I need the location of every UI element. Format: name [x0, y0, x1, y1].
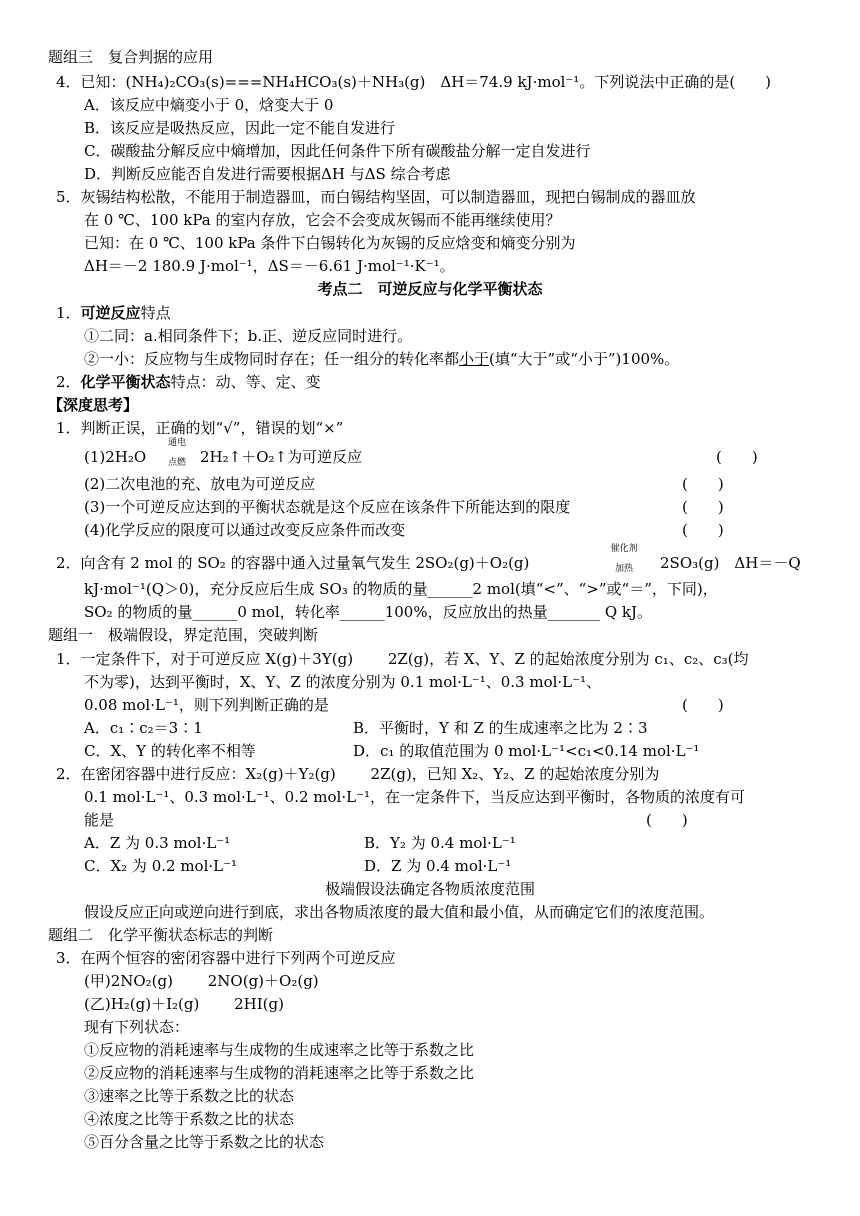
point-2-heading	[56, 371, 321, 393]
condition-top: 催化剂	[610, 544, 638, 554]
point-2-term: 化学平衡状态	[80, 373, 171, 391]
q4-option-c: C．碳酸盐分解反应中熵增加，因此任何条件下所有碳酸盐分解一定自发进行	[84, 142, 591, 160]
thinking-q2-stem: 2．向含有 2 mol 的 SO₂ 的容器中通入过量氧气发生 2SO₂(g)＋O₂(g)	[56, 554, 530, 572]
deep-thinking-heading: 【深度思考】	[48, 396, 139, 414]
answer-blank: ( )	[716, 448, 758, 466]
group1-q2-option-d: D．Z 为 0.4 mol·L⁻¹	[364, 857, 512, 875]
group1-q1-option-d: D．c₁ 的取值范围为 0 mol·L⁻¹<c₁<0.14 mol·L⁻¹	[353, 742, 700, 760]
point-1-item-2-tail: (填“大于”或“小于”)100%。	[489, 350, 680, 368]
section-heading-group1: 题组一 极端假设，界定范围，突破判断	[48, 626, 319, 644]
question-5-line2: 在 0 ℃、100 kPa 的室内存放，它会不会变成灰锡而不能再继续使用？	[84, 211, 561, 229]
reaction-condition-stack	[160, 438, 194, 469]
thinking-q1-stem: 1．判断正误，正确的划“√”，错误的划“×”	[56, 419, 344, 437]
point-1-term: 可逆反应	[80, 304, 141, 322]
q4-option-d: D．判断反应能否自发进行需要根据ΔH 与ΔS 综合考虑	[84, 165, 451, 183]
condition-bottom: 加热	[614, 564, 633, 574]
thinking-q1-item3: (3)一个可逆反应达到的平衡状态就是这个反应在该条件下所能达到的限度	[84, 498, 571, 516]
reaction-jia: (甲)2NO₂(g) 2NO(g)＋O₂(g)	[84, 972, 319, 990]
group2-q3-stem: 3．在两个恒容的密闭容器中进行下列两个可逆反应	[56, 949, 396, 967]
answer-blank: ( )	[682, 696, 724, 714]
state-item-3: ③速率之比等于系数之比的状态	[84, 1087, 295, 1105]
group1-q1-option-b: B．平衡时，Y 和 Z 的生成速率之比为 2∶3	[353, 719, 648, 737]
method-title: 极端假设法确定各物质浓度范围	[324, 880, 535, 898]
state-item-2: ②反应物的消耗速率与生成物的消耗速率之比等于系数之比	[84, 1064, 475, 1082]
method-description: 假设反应正向或逆向进行到底，求出各物质浓度的最大值和最小值，从而确定它们的浓度范围。	[84, 903, 715, 921]
group1-q2-line3: 能是	[84, 811, 115, 829]
answer-blank: ( )	[682, 475, 724, 493]
thinking-q2-equation-right: 2SO₃(g) ΔH＝－Q	[660, 554, 801, 572]
section-heading-group2: 题组二 化学平衡状态标志的判断	[48, 926, 274, 944]
question-5-stem: 5．灰锡结构松散，不能用于制造器皿，而白锡结构坚固，可以制造器皿，现把白锡制成的器皿放	[56, 188, 696, 206]
group1-q1-line2: 不为零)，达到平衡时，X、Y、Z 的浓度分别为 0.1 mol·L⁻¹、0.3 mol·L⁻¹、	[84, 673, 602, 691]
state-item-5: ⑤百分含量之比等于系数之比的状态	[84, 1133, 325, 1151]
condition-bottom: 点燃	[167, 458, 186, 468]
answer-blank: ( )	[682, 521, 724, 539]
point-1-heading	[56, 302, 171, 324]
group1-q2-line2: 0.1 mol·L⁻¹、0.3 mol·L⁻¹、0.2 mol·L⁻¹，在一定条件下，当反应达到平衡时，各物质的浓度有可	[84, 788, 746, 806]
state-item-4: ④浓度之比等于系数之比的状态	[84, 1110, 295, 1128]
answer-blank: ( )	[646, 811, 688, 829]
group1-q2-stem: 2．在密闭容器中进行反应：X₂(g)＋Y₂(g) 2Z(g)，已知 X₂、Y₂、Z 的起始浓度分别为	[56, 765, 660, 783]
point-1-number: 1．	[56, 304, 81, 322]
q4-option-b: B．该反应是吸热反应，因此一定不能自发进行	[84, 119, 396, 137]
thinking-q1-item2: (2)二次电池的充、放电为可逆反应	[84, 475, 316, 493]
reaction-condition-stack	[604, 544, 644, 575]
underlined-answer: 小于	[459, 350, 490, 368]
group1-q1-line3: 0.08 mol·L⁻¹，则下列判断正确的是	[84, 696, 329, 714]
group1-q1-stem: 1．一定条件下，对于可逆反应 X(g)＋3Y(g) 2Z(g)，若 X、Y、Z 的起始浓度分别为 c₁、c₂、c₃(均	[56, 650, 749, 668]
group1-q2-option-c: C．X₂ 为 0.2 mol·L⁻¹	[84, 857, 238, 875]
group1-q2-option-b: B．Y₂ 为 0.4 mol·L⁻¹	[364, 834, 516, 852]
answer-blank: ( )	[682, 498, 724, 516]
point-1-item-1: ①二同：a.相同条件下；b.正、逆反应同时进行。	[84, 327, 413, 345]
point-2-suffix: 特点：动、等、定、变	[170, 373, 321, 391]
thinking-q2-line2: kJ·mol⁻¹(Q＞0)，充分反应后生成 SO₃ 的物质的量______2 mol(填“<”、“>”或“＝”，下同)，	[84, 580, 718, 598]
question-5-values: ΔH＝－2 180.9 J·mol⁻¹，ΔS＝－6.61 J·mol⁻¹·K⁻¹。	[84, 257, 455, 275]
section-heading-group3: 题组三 复合判据的应用	[48, 48, 214, 66]
thinking-q2-line3: SO₂ 的物质的量______0 mol，转化率______100%，反应放出的热量_______ Q kJ。	[84, 603, 653, 621]
question-4-stem: 4．已知：(NH₄)₂CO₃(s)===NH₄HCO₃(s)＋NH₃(g) ΔH＝74.9 kJ·mol⁻¹。下列说法中正确的是( )	[56, 73, 772, 91]
states-intro: 现有下列状态：	[84, 1018, 190, 1036]
reaction-yi: (乙)H₂(g)＋I₂(g) 2HI(g)	[84, 995, 284, 1013]
point-1-item-2-text: ②一小：反应物与生成物同时存在；任一组分的转化率都	[84, 350, 460, 368]
section-title-kaodian2: 考点二 可逆反应与化学平衡状态	[317, 280, 543, 298]
thinking-q1-item1-right: 2H₂↑＋O₂↑为可逆反应	[200, 448, 363, 466]
group1-q1-option-a: A．c₁∶c₂＝3∶1	[84, 719, 203, 737]
group1-q1-option-c: C．X、Y 的转化率不相等	[84, 742, 256, 760]
question-5-given: 已知：在 0 ℃、100 kPa 条件下白锡转化为灰锡的反应焓变和熵变分别为	[84, 234, 576, 252]
condition-top: 通电	[167, 438, 186, 448]
thinking-q1-item1-left: (1)2H₂O	[84, 448, 147, 466]
thinking-q1-item4: (4)化学反应的限度可以通过改变反应条件而改变	[84, 521, 406, 539]
group1-q2-option-a: A．Z 为 0.3 mol·L⁻¹	[84, 834, 231, 852]
point-1-item-2	[84, 348, 679, 370]
state-item-1: ①反应物的消耗速率与生成物的生成速率之比等于系数之比	[84, 1041, 475, 1059]
point-2-number: 2．	[56, 373, 81, 391]
q4-option-a: A．该反应中熵变小于 0，焓变大于 0	[84, 96, 334, 114]
point-1-suffix: 特点	[140, 304, 171, 322]
